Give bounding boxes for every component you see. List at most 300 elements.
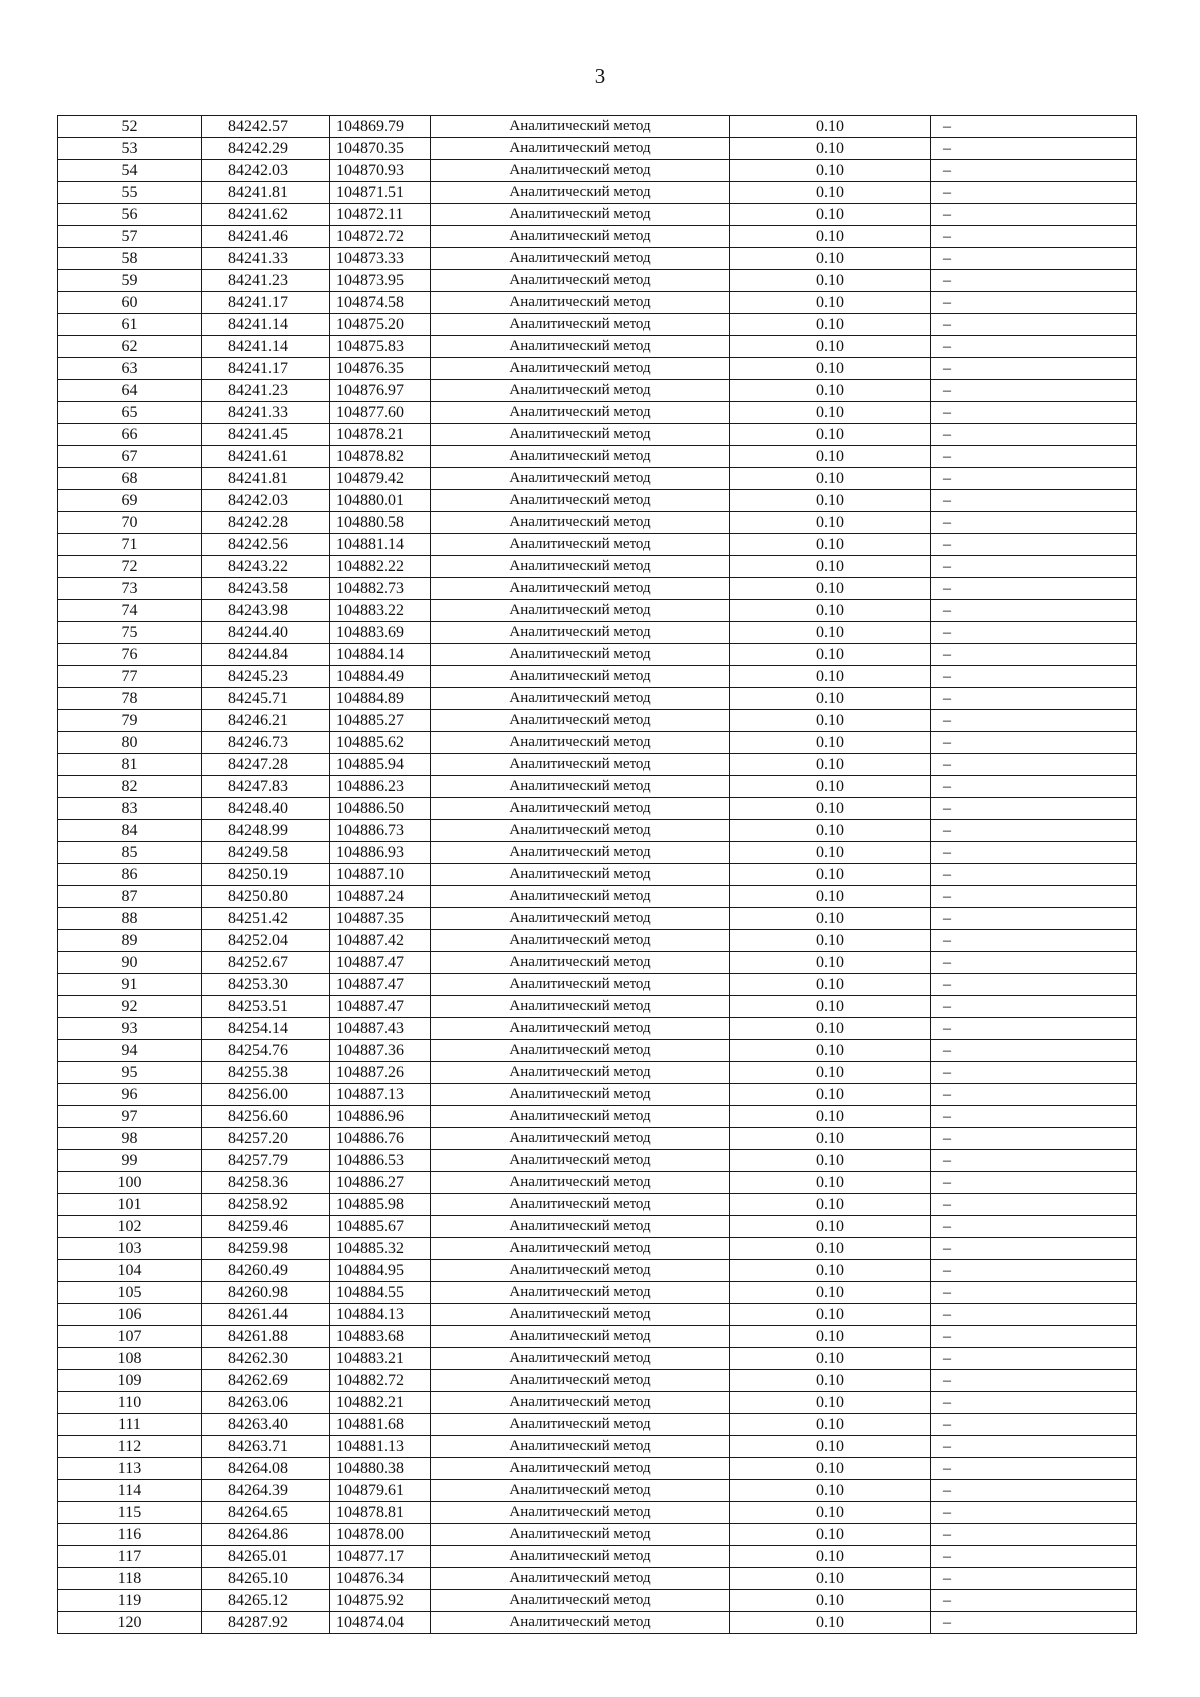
table-row: [58, 490, 1137, 512]
accuracy-cell: 0.10: [730, 116, 931, 138]
x-coordinate-cell: 84264.65: [202, 1502, 330, 1524]
y-coordinate-cell: 104879.61: [330, 1480, 431, 1502]
note-cell: –: [931, 1238, 1137, 1260]
x-coordinate-cell: 84241.62: [202, 204, 330, 226]
table-row: [58, 1436, 1137, 1458]
accuracy-cell: 0.10: [730, 776, 931, 798]
note-cell: –: [931, 116, 1137, 138]
x-coordinate-cell: 84287.92: [202, 1612, 330, 1634]
x-coordinate-cell: 84262.69: [202, 1370, 330, 1392]
point-number-cell: 84: [58, 820, 202, 842]
y-coordinate-cell: 104887.26: [330, 1062, 431, 1084]
point-number-cell: 113: [58, 1458, 202, 1480]
point-number-cell: 119: [58, 1590, 202, 1612]
table-row: [58, 864, 1137, 886]
y-coordinate-cell: 104873.95: [330, 270, 431, 292]
method-cell: Аналитический метод: [431, 996, 730, 1018]
method-cell: Аналитический метод: [431, 556, 730, 578]
y-coordinate-cell: 104879.42: [330, 468, 431, 490]
coordinates-table: [57, 115, 1137, 1634]
point-number-cell: 112: [58, 1436, 202, 1458]
note-cell: –: [931, 1502, 1137, 1524]
y-coordinate-cell: 104872.72: [330, 226, 431, 248]
method-cell: Аналитический метод: [431, 182, 730, 204]
y-coordinate-cell: 104883.69: [330, 622, 431, 644]
point-number-cell: 87: [58, 886, 202, 908]
method-cell: Аналитический метод: [431, 798, 730, 820]
y-coordinate-cell: 104882.21: [330, 1392, 431, 1414]
method-cell: Аналитический метод: [431, 754, 730, 776]
y-coordinate-cell: 104886.96: [330, 1106, 431, 1128]
table-row: [58, 1348, 1137, 1370]
accuracy-cell: 0.10: [730, 336, 931, 358]
point-number-cell: 75: [58, 622, 202, 644]
table-row: [58, 732, 1137, 754]
accuracy-cell: 0.10: [730, 1436, 931, 1458]
method-cell: Аналитический метод: [431, 204, 730, 226]
x-coordinate-cell: 84260.49: [202, 1260, 330, 1282]
x-coordinate-cell: 84242.57: [202, 116, 330, 138]
method-cell: Аналитический метод: [431, 116, 730, 138]
point-number-cell: 71: [58, 534, 202, 556]
table-row: [58, 1282, 1137, 1304]
method-cell: Аналитический метод: [431, 314, 730, 336]
note-cell: –: [931, 314, 1137, 336]
point-number-cell: 101: [58, 1194, 202, 1216]
note-cell: –: [931, 1392, 1137, 1414]
point-number-cell: 108: [58, 1348, 202, 1370]
accuracy-cell: 0.10: [730, 248, 931, 270]
method-cell: Аналитический метод: [431, 248, 730, 270]
table-row: [58, 1084, 1137, 1106]
method-cell: Аналитический метод: [431, 622, 730, 644]
table-row: [58, 842, 1137, 864]
point-number-cell: 70: [58, 512, 202, 534]
x-coordinate-cell: 84245.71: [202, 688, 330, 710]
note-cell: –: [931, 1216, 1137, 1238]
point-number-cell: 91: [58, 974, 202, 996]
method-cell: Аналитический метод: [431, 512, 730, 534]
accuracy-cell: 0.10: [730, 380, 931, 402]
note-cell: –: [931, 1282, 1137, 1304]
point-number-cell: 58: [58, 248, 202, 270]
note-cell: –: [931, 160, 1137, 182]
table-row: [58, 666, 1137, 688]
table-row: [58, 534, 1137, 556]
y-coordinate-cell: 104878.00: [330, 1524, 431, 1546]
note-cell: –: [931, 534, 1137, 556]
note-cell: –: [931, 688, 1137, 710]
accuracy-cell: 0.10: [730, 1326, 931, 1348]
point-number-cell: 86: [58, 864, 202, 886]
table-row: [58, 952, 1137, 974]
accuracy-cell: 0.10: [730, 996, 931, 1018]
point-number-cell: 80: [58, 732, 202, 754]
accuracy-cell: 0.10: [730, 1128, 931, 1150]
x-coordinate-cell: 84251.42: [202, 908, 330, 930]
point-number-cell: 116: [58, 1524, 202, 1546]
method-cell: Аналитический метод: [431, 1084, 730, 1106]
y-coordinate-cell: 104883.68: [330, 1326, 431, 1348]
note-cell: –: [931, 1084, 1137, 1106]
accuracy-cell: 0.10: [730, 160, 931, 182]
y-coordinate-cell: 104886.27: [330, 1172, 431, 1194]
point-number-cell: 90: [58, 952, 202, 974]
y-coordinate-cell: 104875.83: [330, 336, 431, 358]
point-number-cell: 76: [58, 644, 202, 666]
x-coordinate-cell: 84257.20: [202, 1128, 330, 1150]
accuracy-cell: 0.10: [730, 1194, 931, 1216]
y-coordinate-cell: 104872.11: [330, 204, 431, 226]
x-coordinate-cell: 84244.40: [202, 622, 330, 644]
y-coordinate-cell: 104878.82: [330, 446, 431, 468]
table-row: [58, 1062, 1137, 1084]
point-number-cell: 106: [58, 1304, 202, 1326]
table-row: [58, 776, 1137, 798]
method-cell: Аналитический метод: [431, 1128, 730, 1150]
x-coordinate-cell: 84254.76: [202, 1040, 330, 1062]
table-row: [58, 1480, 1137, 1502]
note-cell: –: [931, 1172, 1137, 1194]
x-coordinate-cell: 84259.46: [202, 1216, 330, 1238]
method-cell: Аналитический метод: [431, 1414, 730, 1436]
note-cell: –: [931, 974, 1137, 996]
note-cell: –: [931, 138, 1137, 160]
note-cell: –: [931, 1106, 1137, 1128]
y-coordinate-cell: 104884.89: [330, 688, 431, 710]
method-cell: Аналитический метод: [431, 424, 730, 446]
y-coordinate-cell: 104877.17: [330, 1546, 431, 1568]
point-number-cell: 111: [58, 1414, 202, 1436]
y-coordinate-cell: 104885.27: [330, 710, 431, 732]
y-coordinate-cell: 104886.50: [330, 798, 431, 820]
note-cell: –: [931, 1150, 1137, 1172]
accuracy-cell: 0.10: [730, 446, 931, 468]
note-cell: –: [931, 886, 1137, 908]
y-coordinate-cell: 104885.32: [330, 1238, 431, 1260]
note-cell: –: [931, 292, 1137, 314]
x-coordinate-cell: 84265.12: [202, 1590, 330, 1612]
accuracy-cell: 0.10: [730, 1458, 931, 1480]
accuracy-cell: 0.10: [730, 468, 931, 490]
accuracy-cell: 0.10: [730, 204, 931, 226]
point-number-cell: 105: [58, 1282, 202, 1304]
y-coordinate-cell: 104886.76: [330, 1128, 431, 1150]
x-coordinate-cell: 84241.33: [202, 402, 330, 424]
y-coordinate-cell: 104870.93: [330, 160, 431, 182]
note-cell: –: [931, 358, 1137, 380]
method-cell: Аналитический метод: [431, 578, 730, 600]
y-coordinate-cell: 104875.92: [330, 1590, 431, 1612]
method-cell: Аналитический метод: [431, 160, 730, 182]
method-cell: Аналитический метод: [431, 446, 730, 468]
table-row: [58, 996, 1137, 1018]
method-cell: Аналитический метод: [431, 380, 730, 402]
accuracy-cell: 0.10: [730, 1040, 931, 1062]
table-row: [58, 468, 1137, 490]
y-coordinate-cell: 104886.23: [330, 776, 431, 798]
table-row: [58, 160, 1137, 182]
table-row: [58, 1612, 1137, 1634]
point-number-cell: 109: [58, 1370, 202, 1392]
point-number-cell: 97: [58, 1106, 202, 1128]
accuracy-cell: 0.10: [730, 1590, 931, 1612]
x-coordinate-cell: 84249.58: [202, 842, 330, 864]
point-number-cell: 69: [58, 490, 202, 512]
point-number-cell: 74: [58, 600, 202, 622]
y-coordinate-cell: 104887.24: [330, 886, 431, 908]
x-coordinate-cell: 84242.03: [202, 490, 330, 512]
note-cell: –: [931, 666, 1137, 688]
point-number-cell: 93: [58, 1018, 202, 1040]
table-row: [58, 798, 1137, 820]
accuracy-cell: 0.10: [730, 1612, 931, 1634]
method-cell: Аналитический метод: [431, 1524, 730, 1546]
point-number-cell: 65: [58, 402, 202, 424]
accuracy-cell: 0.10: [730, 1150, 931, 1172]
method-cell: Аналитический метод: [431, 710, 730, 732]
point-number-cell: 92: [58, 996, 202, 1018]
x-coordinate-cell: 84241.14: [202, 336, 330, 358]
y-coordinate-cell: 104887.42: [330, 930, 431, 952]
table-row: [58, 292, 1137, 314]
table-row: [58, 116, 1137, 138]
note-cell: –: [931, 600, 1137, 622]
y-coordinate-cell: 104881.14: [330, 534, 431, 556]
table-row: [58, 820, 1137, 842]
y-coordinate-cell: 104887.10: [330, 864, 431, 886]
method-cell: Аналитический метод: [431, 732, 730, 754]
note-cell: –: [931, 1590, 1137, 1612]
method-cell: Аналитический метод: [431, 1436, 730, 1458]
table-row: [58, 226, 1137, 248]
x-coordinate-cell: 84241.14: [202, 314, 330, 336]
table-row: [58, 600, 1137, 622]
y-coordinate-cell: 104878.21: [330, 424, 431, 446]
y-coordinate-cell: 104884.49: [330, 666, 431, 688]
method-cell: Аналитический метод: [431, 138, 730, 160]
point-number-cell: 104: [58, 1260, 202, 1282]
method-cell: Аналитический метод: [431, 1326, 730, 1348]
x-coordinate-cell: 84241.81: [202, 468, 330, 490]
point-number-cell: 117: [58, 1546, 202, 1568]
point-number-cell: 78: [58, 688, 202, 710]
accuracy-cell: 0.10: [730, 1414, 931, 1436]
note-cell: –: [931, 930, 1137, 952]
note-cell: –: [931, 1370, 1137, 1392]
note-cell: –: [931, 512, 1137, 534]
method-cell: Аналитический метод: [431, 820, 730, 842]
table-row: [58, 1150, 1137, 1172]
x-coordinate-cell: 84247.28: [202, 754, 330, 776]
method-cell: Аналитический метод: [431, 952, 730, 974]
point-number-cell: 77: [58, 666, 202, 688]
point-number-cell: 102: [58, 1216, 202, 1238]
y-coordinate-cell: 104885.94: [330, 754, 431, 776]
x-coordinate-cell: 84254.14: [202, 1018, 330, 1040]
note-cell: –: [931, 1436, 1137, 1458]
table-row: [58, 1370, 1137, 1392]
note-cell: –: [931, 424, 1137, 446]
table-row: [58, 182, 1137, 204]
x-coordinate-cell: 84261.44: [202, 1304, 330, 1326]
point-number-cell: 94: [58, 1040, 202, 1062]
x-coordinate-cell: 84242.29: [202, 138, 330, 160]
point-number-cell: 103: [58, 1238, 202, 1260]
x-coordinate-cell: 84264.08: [202, 1458, 330, 1480]
note-cell: –: [931, 1304, 1137, 1326]
y-coordinate-cell: 104876.35: [330, 358, 431, 380]
y-coordinate-cell: 104878.81: [330, 1502, 431, 1524]
x-coordinate-cell: 84259.98: [202, 1238, 330, 1260]
accuracy-cell: 0.10: [730, 270, 931, 292]
y-coordinate-cell: 104887.47: [330, 974, 431, 996]
note-cell: –: [931, 182, 1137, 204]
x-coordinate-cell: 84253.30: [202, 974, 330, 996]
accuracy-cell: 0.10: [730, 556, 931, 578]
x-coordinate-cell: 84258.36: [202, 1172, 330, 1194]
y-coordinate-cell: 104881.68: [330, 1414, 431, 1436]
note-cell: –: [931, 248, 1137, 270]
method-cell: Аналитический метод: [431, 1216, 730, 1238]
x-coordinate-cell: 84263.06: [202, 1392, 330, 1414]
note-cell: –: [931, 1326, 1137, 1348]
x-coordinate-cell: 84241.23: [202, 270, 330, 292]
point-number-cell: 63: [58, 358, 202, 380]
y-coordinate-cell: 104880.38: [330, 1458, 431, 1480]
table-row: [58, 1040, 1137, 1062]
accuracy-cell: 0.10: [730, 424, 931, 446]
point-number-cell: 67: [58, 446, 202, 468]
note-cell: –: [931, 1612, 1137, 1634]
x-coordinate-cell: 84262.30: [202, 1348, 330, 1370]
point-number-cell: 95: [58, 1062, 202, 1084]
y-coordinate-cell: 104870.35: [330, 138, 431, 160]
accuracy-cell: 0.10: [730, 688, 931, 710]
accuracy-cell: 0.10: [730, 1568, 931, 1590]
method-cell: Аналитический метод: [431, 358, 730, 380]
method-cell: Аналитический метод: [431, 1458, 730, 1480]
accuracy-cell: 0.10: [730, 292, 931, 314]
y-coordinate-cell: 104887.47: [330, 996, 431, 1018]
accuracy-cell: 0.10: [730, 864, 931, 886]
table-row: [58, 688, 1137, 710]
table-row: [58, 644, 1137, 666]
point-number-cell: 83: [58, 798, 202, 820]
note-cell: –: [931, 556, 1137, 578]
y-coordinate-cell: 104886.53: [330, 1150, 431, 1172]
accuracy-cell: 0.10: [730, 974, 931, 996]
table-row: [58, 248, 1137, 270]
method-cell: Аналитический метод: [431, 336, 730, 358]
method-cell: Аналитический метод: [431, 1590, 730, 1612]
method-cell: Аналитический метод: [431, 1106, 730, 1128]
method-cell: Аналитический метод: [431, 1194, 730, 1216]
note-cell: –: [931, 1348, 1137, 1370]
table-row: [58, 314, 1137, 336]
y-coordinate-cell: 104884.13: [330, 1304, 431, 1326]
note-cell: –: [931, 1458, 1137, 1480]
y-coordinate-cell: 104871.51: [330, 182, 431, 204]
y-coordinate-cell: 104876.97: [330, 380, 431, 402]
accuracy-cell: 0.10: [730, 1348, 931, 1370]
table-row: [58, 1260, 1137, 1282]
accuracy-cell: 0.10: [730, 1502, 931, 1524]
table-row: [58, 622, 1137, 644]
y-coordinate-cell: 104880.58: [330, 512, 431, 534]
method-cell: Аналитический метод: [431, 688, 730, 710]
method-cell: Аналитический метод: [431, 270, 730, 292]
point-number-cell: 85: [58, 842, 202, 864]
note-cell: –: [931, 468, 1137, 490]
note-cell: –: [931, 820, 1137, 842]
y-coordinate-cell: 104882.73: [330, 578, 431, 600]
table-row: [58, 138, 1137, 160]
table-row: [58, 930, 1137, 952]
y-coordinate-cell: 104876.34: [330, 1568, 431, 1590]
coordinates-table-body: [58, 116, 1137, 1634]
y-coordinate-cell: 104884.95: [330, 1260, 431, 1282]
x-coordinate-cell: 84256.60: [202, 1106, 330, 1128]
y-coordinate-cell: 104877.60: [330, 402, 431, 424]
x-coordinate-cell: 84246.21: [202, 710, 330, 732]
note-cell: –: [931, 996, 1137, 1018]
table-row: [58, 754, 1137, 776]
note-cell: –: [931, 578, 1137, 600]
x-coordinate-cell: 84241.33: [202, 248, 330, 270]
point-number-cell: 115: [58, 1502, 202, 1524]
method-cell: Аналитический метод: [431, 908, 730, 930]
point-number-cell: 55: [58, 182, 202, 204]
x-coordinate-cell: 84246.73: [202, 732, 330, 754]
note-cell: –: [931, 798, 1137, 820]
accuracy-cell: 0.10: [730, 886, 931, 908]
table-row: [58, 204, 1137, 226]
method-cell: Аналитический метод: [431, 1304, 730, 1326]
y-coordinate-cell: 104885.67: [330, 1216, 431, 1238]
point-number-cell: 79: [58, 710, 202, 732]
x-coordinate-cell: 84250.19: [202, 864, 330, 886]
table-row: [58, 974, 1137, 996]
accuracy-cell: 0.10: [730, 1370, 931, 1392]
accuracy-cell: 0.10: [730, 402, 931, 424]
point-number-cell: 57: [58, 226, 202, 248]
accuracy-cell: 0.10: [730, 710, 931, 732]
x-coordinate-cell: 84242.03: [202, 160, 330, 182]
accuracy-cell: 0.10: [730, 820, 931, 842]
x-coordinate-cell: 84248.40: [202, 798, 330, 820]
y-coordinate-cell: 104874.04: [330, 1612, 431, 1634]
accuracy-cell: 0.10: [730, 1304, 931, 1326]
x-coordinate-cell: 84252.04: [202, 930, 330, 952]
x-coordinate-cell: 84244.84: [202, 644, 330, 666]
note-cell: –: [931, 226, 1137, 248]
method-cell: Аналитический метод: [431, 600, 730, 622]
point-number-cell: 110: [58, 1392, 202, 1414]
method-cell: Аналитический метод: [431, 1282, 730, 1304]
method-cell: Аналитический метод: [431, 1172, 730, 1194]
point-number-cell: 73: [58, 578, 202, 600]
table-row: [58, 446, 1137, 468]
note-cell: –: [931, 842, 1137, 864]
method-cell: Аналитический метод: [431, 1260, 730, 1282]
y-coordinate-cell: 104869.79: [330, 116, 431, 138]
y-coordinate-cell: 104887.43: [330, 1018, 431, 1040]
note-cell: –: [931, 402, 1137, 424]
note-cell: –: [931, 1568, 1137, 1590]
x-coordinate-cell: 84257.79: [202, 1150, 330, 1172]
table-row: [58, 1238, 1137, 1260]
